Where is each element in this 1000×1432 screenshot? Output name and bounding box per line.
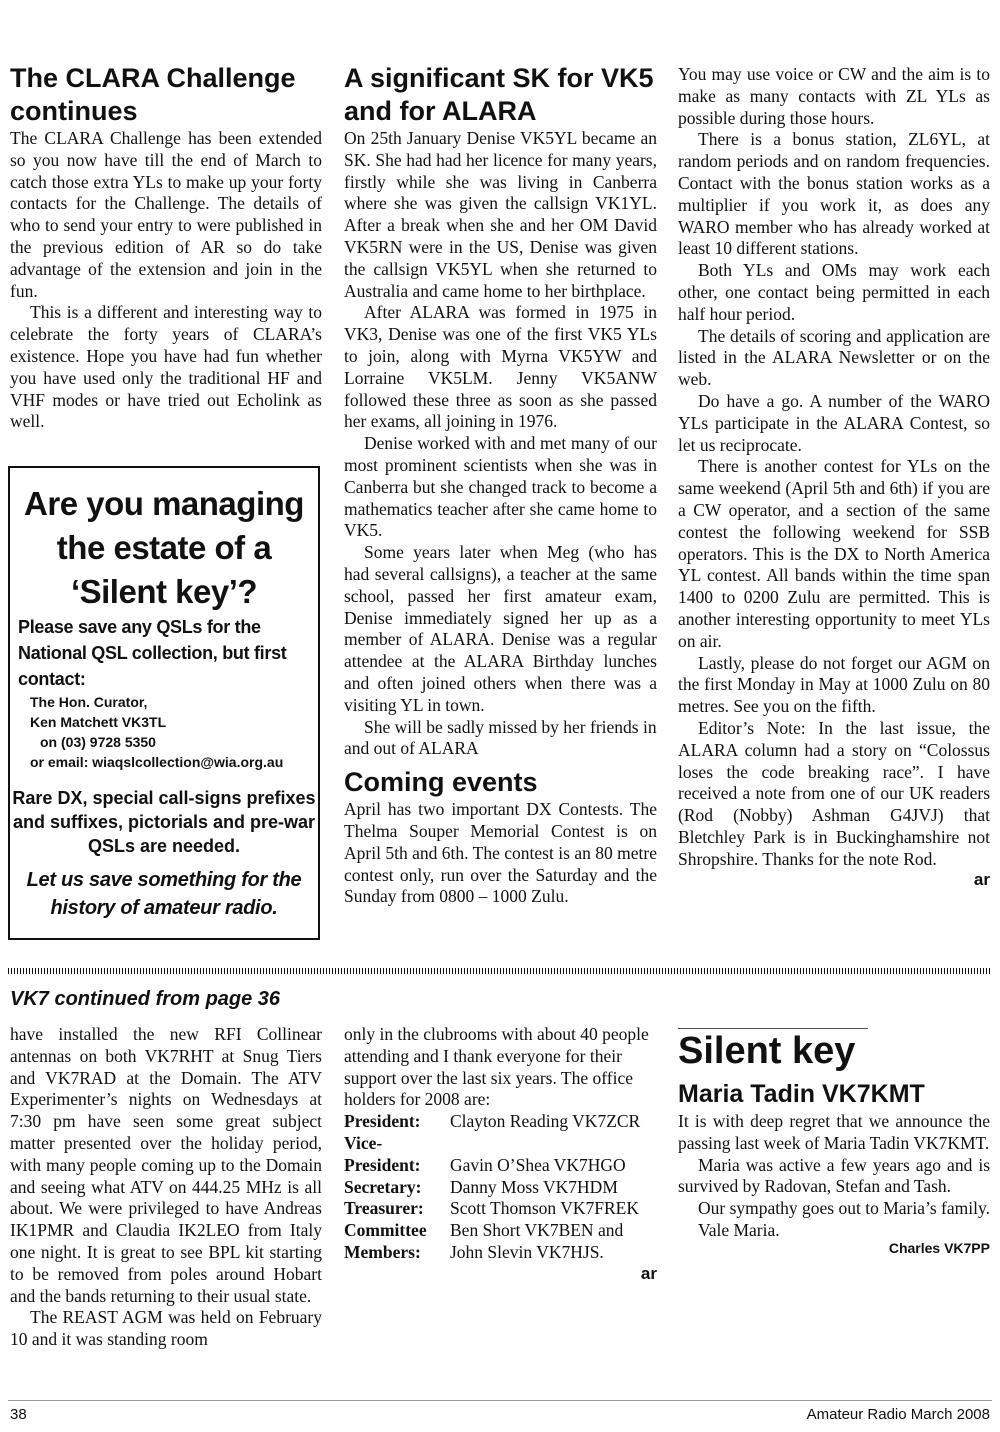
end-mark: ar [640,1263,657,1283]
officer-name: Clayton Reading VK7ZCR [450,1111,641,1132]
silent-paragraph-4: Vale Maria. [698,1219,780,1240]
vk7-heading: VK7 continued from page 36 [10,988,281,1010]
officer-name: Scott Thomson VK7FREK [450,1198,639,1219]
vk7-paragraph-3: only in the clubrooms with about 40 people attending and I thank everyone for their support over the last six years. The office holders for 2008 are: [344,1024,649,1110]
col3-paragraph-4: The details of scoring and application are listed in the ALARA Newsletter or on the web. [678,325,990,390]
officer-row [344,1220,657,1264]
officers-table [344,1111,657,1264]
ad-name: Ken Matchett VK3TL [30,714,167,730]
silent-paragraph-2: Maria was active a few years ago and is survived by Radovan, Stefan and Tash. [678,1154,990,1197]
vk7-paragraph-2: The REAST AGM was held on February 10 and it was standing room [10,1307,322,1350]
officer-role: Committee Members: [344,1220,427,1262]
magazine-name: Amateur Radio March 2008 [806,1406,990,1423]
silent-key-subtitle: Maria Tadin VK7KMT [678,1080,925,1108]
col3-paragraph-3: Both YLs and OMs may work each other, one contact being permitted in each half hour period. [678,260,990,324]
ad-needed: Rare DX, special call-signs prefixes and suffixes, pictorials and pre-war QSLs are needed. [12,788,316,856]
footer-rule [8,1400,992,1401]
signature: Charles VK7PP [888,1239,990,1256]
sk-paragraph-5: She will be sadly missed by her friends in and out of ALARA [344,716,657,759]
officer-name: Gavin O’Shea VK7HGO [450,1154,626,1175]
col3-paragraph-5: Do have a go. A number of the WARO YLs participate in the ALARA Contest, so let us reciprocate. [678,390,990,455]
sk-article [344,62,657,908]
officer-row [344,1198,657,1220]
ad-save: Let us save something for the history of amateur radio. [26,869,302,919]
events-paragraph-1: April has two important DX Contests. The Thelma Souper Memorial Contest is on April 5th and 6th. The contest is an 80 metre contest only, run over the Saturday and the Sunday from 0800 – 1000 Zulu. [344,799,657,907]
vk7-article-part-1 [10,1024,322,1351]
officer-name: Ben Short VK7BEN and John Slevin VK7HJS. [450,1220,624,1262]
clara-paragraph-2: This is a different and interesting way to celebrate the forty years of CLARA’s existence. Hope you have had fun whether you have used only the traditional HF and VHF modes or have tried out Echolink as well. [10,302,322,432]
ad-title: Are you managing the estate of a ‘Silent key’? [24,485,304,610]
ad-line-1: Please save any QSLs for the National QSL collection, but first contact: [18,617,287,689]
col3-paragraph-8: Editor’s Note: In the last issue, the ALARA column had a story on “Colossus loses the code breaking race”. I have received a note from one of our UK readers (Rod (Nobby) Ashman G4JVJ) that Bletchley Park is in Buckinghamshire not Shropshire. Thanks for the note Rod. [678,717,990,869]
officer-role: President: [344,1111,421,1132]
section-divider [8,968,992,974]
page-number: 38 [10,1406,27,1423]
col3-paragraph-6: There is another contest for YLs on the same weekend (April 5th and 6th) if you are a CW operator, and a section of the same contest the following weekend for SSB operators. This is the DX to North America YL contest. All bands within the time span 1400 to 0200 Zulu are permitted. This is another interesting opportunity to meet YLs on air. [678,456,990,651]
silent-paragraph-3: Our sympathy goes out to Maria’s family. [698,1198,990,1219]
sk-paragraph-1: On 25th January Denise VK5YL became an SK. She had had her licence for many years, firstly while she was living in Canberra where she was given the callsign VK1YL. After a break when she and her OM David VK5RN were in the US, Denise was given the callsign VK5YL when she returned to Australia and came home to her birthplace. [344,128,657,301]
end-mark: ar [973,870,990,890]
officer-row [344,1111,657,1133]
contest-article [678,64,990,890]
officer-row [344,1177,657,1199]
sk-paragraph-4: Some years later when Meg (who has had several callsigns), a teacher at the same school, passed her first amateur exam, Denise immediately signed her up as a member of ALARA. Denise was a regular attendee at the ALARA Birthday lunches and often joined others when there was a visiting YL in town. [344,542,657,715]
vk7-paragraph-1: have installed the new RFI Collinear antennas on both VK7RHT at Snug Tiers and VK7RAD at the Domain. The ATV Experimenter’s nights on Wednesdays at 7:30 pm have seen some great subject matter presented over the holiday period, with many people coming up to the Domain and seeing what ATV on 444.25 MHz is all about. We were privileged to have Andreas IK1PMR and Claudia IK2LEO from Italy one night. It is great to see BPL kit starting to be removed from poles around Hobart and the bands returning to their usual state. [10,1024,322,1306]
events-heading: Coming events [344,767,538,798]
ad-phone: on (03) 9728 5350 [40,734,156,750]
sk-paragraph-2: After ALARA was formed in 1975 in VK3, Denise was one of the first VK5 YLs to join, along with Myrna VK5YW and Lorraine VK5LM. Jenny VK5ANW followed these three as soon as she passed her exams, all joining in 1976. [344,302,657,432]
ad-curator: The Hon. Curator, [30,694,148,710]
officer-name: Danny Moss VK7HDM [450,1176,618,1197]
officer-role: Secretary: [344,1176,422,1197]
silent-key-qsl-ad [8,466,320,940]
silent-key-article [678,1028,990,1256]
col3-paragraph-1: You may use voice or CW and the aim is to make as many contacts with ZL YLs as possible during those hours. [678,64,990,128]
officer-row [344,1133,657,1177]
sk-heading: A significant SK for VK5 and for ALARA [344,63,654,126]
officer-role: Vice-President: [344,1132,421,1175]
col3-paragraph-2: There is a bonus station, ZL6YL, at random periods and on random frequencies. Contact with the bonus station works as a multiplier if you work it, as does any WARO member who has already worked at least 10 different stations. [678,129,990,259]
clara-paragraph-1: The CLARA Challenge has been extended so you now have till the end of March to catch those extra YLs to make up your forty contacts for the Challenge. The details of who to send your entry to were published in the previous edition of AR so do take advantage of the extension and join in the fun. [10,128,322,301]
silent-paragraph-1: It is with deep regret that we announce the passing last week of Maria Tadin VK7KMT. [678,1111,990,1153]
vk7-article-part-2 [344,1024,657,1284]
clara-heading: The CLARA Challenge continues [10,63,296,126]
officer-role: Treasurer: [344,1198,424,1219]
col3-paragraph-7: Lastly, please do not forget our AGM on the first Monday in May at 1000 Zulu on 80 metres. See you on the fifth. [678,652,990,717]
ad-email: or email: wiaqslcollection@wia.org.au [30,754,284,770]
clara-article [10,62,322,433]
sk-paragraph-3: Denise worked with and met many of our most prominent scientists when she was in Canberra but she changed track to become a mathematics teacher after she came home to VK5. [344,433,657,541]
silent-key-title: Silent key [678,1030,856,1072]
